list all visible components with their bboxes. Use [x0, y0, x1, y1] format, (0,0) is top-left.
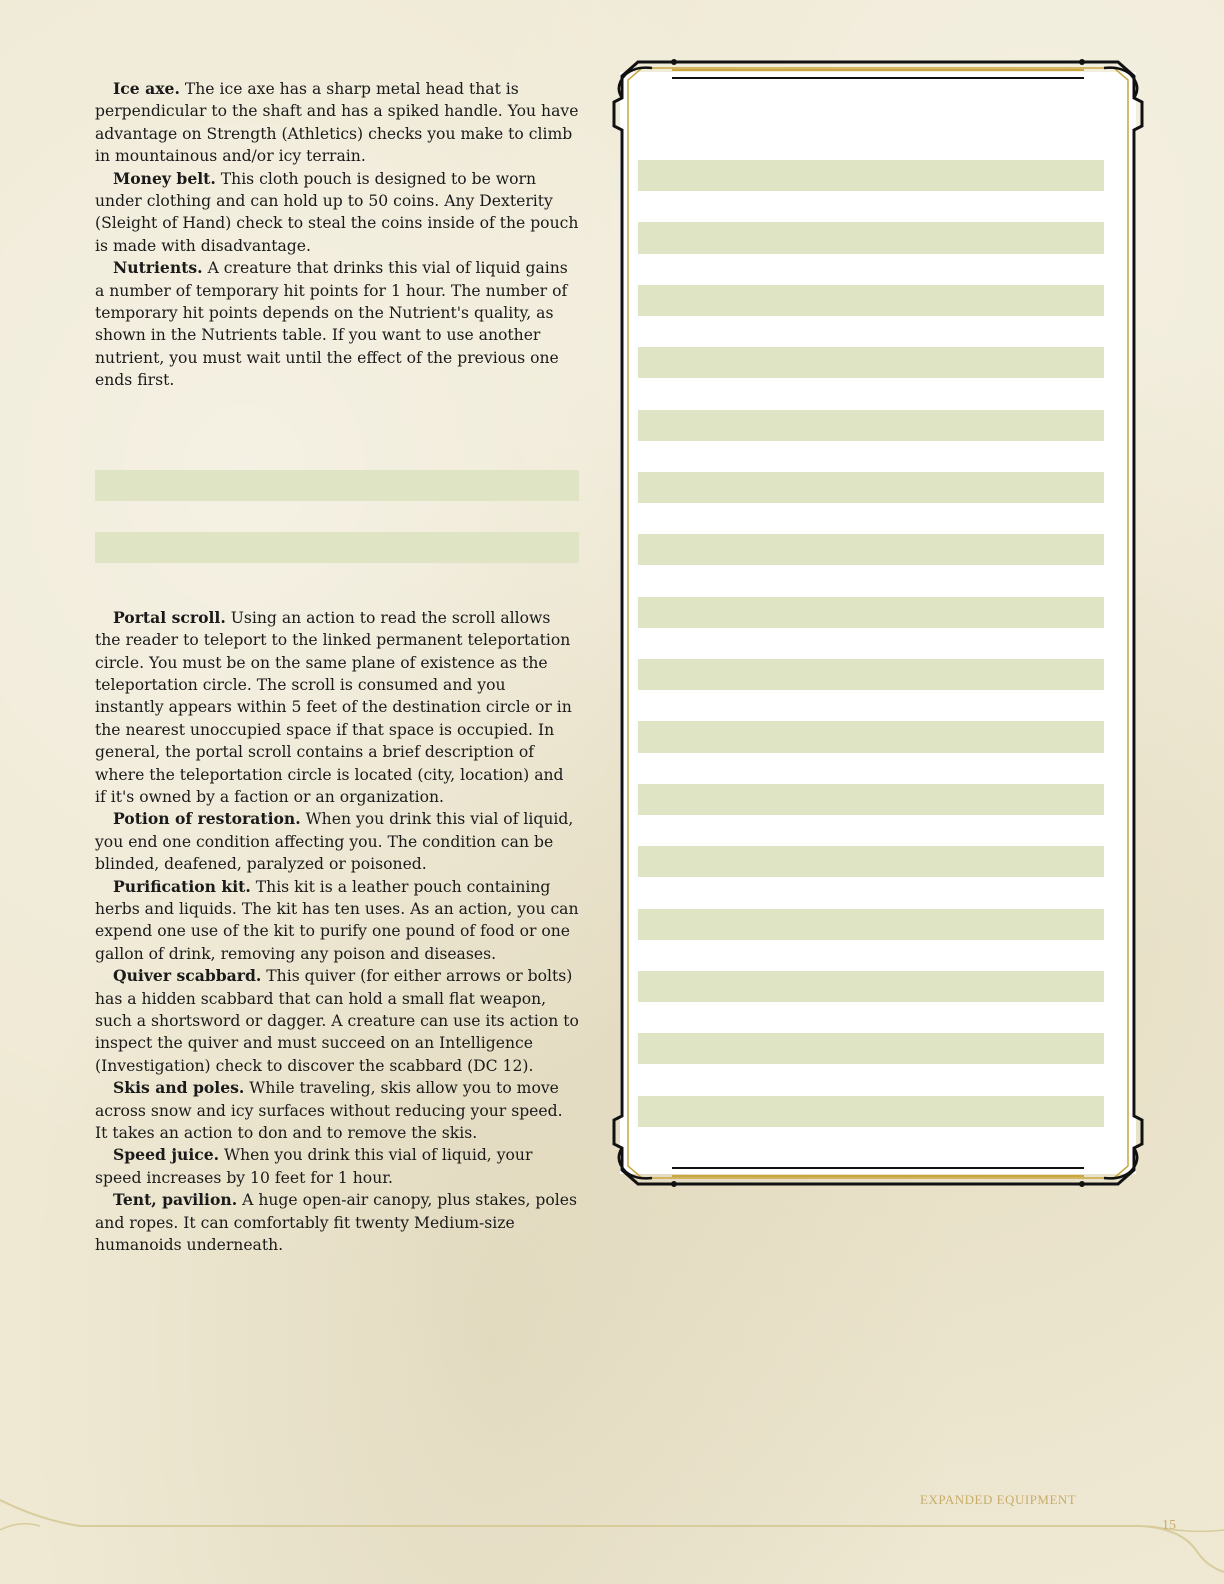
table-row — [638, 565, 1104, 596]
entry-text: Using an action to read the scroll allows the reader to teleport to the linked permanent teleportation circle. You must be on the same plane of existence as the teleportation circle. The scroll is consumed and you instantly appears within 5 feet of the destination circle or in the nearest unoccupied space if that space is occupied. In general, the portal scroll contains a brief description of where the teleportation circle is located (city, location) and if it's owned by a faction or an organization. — [95, 608, 572, 806]
footer-section-label: EXPANDED EQUIPMENT — [920, 1492, 1077, 1507]
entry-text: This kit is a leather pouch containing herbs and liquids. The kit has ten uses. As an action, you can expend one use of the kit to purify one pound of food or one gallon of drink, removing any poison and diseases. — [95, 877, 579, 963]
table-row — [638, 721, 1104, 752]
equipment-entry — [95, 78, 579, 168]
table-row — [638, 534, 1104, 565]
table-row — [638, 254, 1104, 285]
table-row — [95, 501, 579, 532]
equipment-entry — [95, 257, 579, 391]
entry-term: Tent, pavilion. — [113, 1190, 238, 1210]
entry-text: The ice axe has a sharp metal head that is perpendicular to the shaft and has a spiked handle. You have advantage on Strength (Athletics) checks you make to climb in mountainous and/or icy terrain. — [95, 80, 579, 166]
left-column — [95, 78, 579, 1256]
bottom-paragraphs — [95, 607, 579, 1257]
table-row — [638, 940, 1104, 971]
equipment-entry — [95, 168, 579, 258]
equipment-table-frame — [612, 58, 1144, 1188]
table-row — [638, 410, 1104, 441]
table-row — [638, 316, 1104, 347]
table-row — [638, 1002, 1104, 1033]
table-row — [638, 846, 1104, 877]
entry-term: Skis and poles. — [113, 1078, 245, 1098]
table-row — [638, 1033, 1104, 1064]
table-row — [638, 285, 1104, 316]
equipment-entry — [95, 1144, 579, 1189]
table-row — [638, 1096, 1104, 1127]
table-row — [638, 222, 1104, 253]
entry-term: Speed juice. — [113, 1145, 220, 1165]
table-row — [638, 441, 1104, 472]
entry-term: Quiver scabbard. — [113, 966, 262, 986]
equipment-entry — [95, 1077, 579, 1144]
table-row — [638, 909, 1104, 940]
entry-term: Ice axe. — [113, 79, 180, 98]
table-row — [638, 597, 1104, 628]
table-row — [638, 160, 1104, 191]
equipment-entry — [95, 876, 579, 966]
table-row — [638, 191, 1104, 222]
entry-text: When you drink this vial of liquid, you end one condition affecting you. The condition can be blinded, deafened, paralyzed or poisoned. — [95, 810, 574, 874]
table-row — [638, 378, 1104, 409]
equipment-entry — [95, 808, 579, 875]
top-paragraphs — [95, 78, 579, 392]
equipment-entry — [95, 965, 579, 1077]
table-row — [638, 347, 1104, 378]
equipment-entry — [95, 1189, 579, 1256]
table-row — [638, 690, 1104, 721]
entry-term: Portal scroll. — [113, 607, 226, 627]
entry-text: While traveling, skis allow you to move across snow and icy surfaces without reducing your speed. It takes an action to don and to remove the skis. — [95, 1079, 563, 1143]
table-row — [638, 815, 1104, 846]
entry-term: Purification kit. — [113, 876, 251, 896]
equipment-entry — [95, 607, 579, 809]
table-row — [638, 1064, 1104, 1095]
entry-text: A huge open-air canopy, plus stakes, poles and ropes. It can comfortably fit twenty Medium-size humanoids underneath. — [95, 1191, 577, 1255]
table-row — [638, 628, 1104, 659]
table-row — [638, 784, 1104, 815]
entry-term: Potion of restoration. — [113, 809, 301, 829]
entry-text: A creature that drinks this vial of liquid gains a number of temporary hit points for 1 hour. The number of temporary hit points depends on the Nutrient's quality, as shown in the Nutrients table. If you want to use another nutrient, you must wait until the effect of the previous one ends first. — [95, 259, 568, 390]
entry-text: When you drink this vial of liquid, your speed increases by 10 feet for 1 hour. — [95, 1146, 533, 1187]
entry-term: Nutrients. — [113, 258, 203, 278]
entry-term: Money belt. — [113, 168, 216, 188]
table-footer-space — [95, 563, 579, 607]
table-row — [95, 470, 579, 501]
table-row — [638, 971, 1104, 1002]
table-row — [638, 659, 1104, 690]
entry-text: This cloth pouch is designed to be worn under clothing and can hold up to 50 coins. Any Dexterity (Sleight of Hand) check to steal the coins inside of the pouch is made with disadvantage. — [95, 169, 579, 255]
table-row — [638, 877, 1104, 908]
table-header-space — [95, 392, 579, 470]
table-row — [638, 753, 1104, 784]
table-row — [638, 472, 1104, 503]
table-row — [638, 503, 1104, 534]
entry-text: This quiver (for either arrows or bolts) has a hidden scabbard that can hold a small flat weapon, such a shortsword or dagger. A creature can use its action to inspect the quiver and must succeed on an Intelligence (Investigation) check to discover the scabbard (DC 12). — [95, 967, 579, 1075]
table-row — [95, 532, 579, 563]
equipment-table-rows — [638, 160, 1104, 1127]
nutrients-table — [95, 470, 579, 563]
page-number: 15 — [1162, 1518, 1176, 1533]
